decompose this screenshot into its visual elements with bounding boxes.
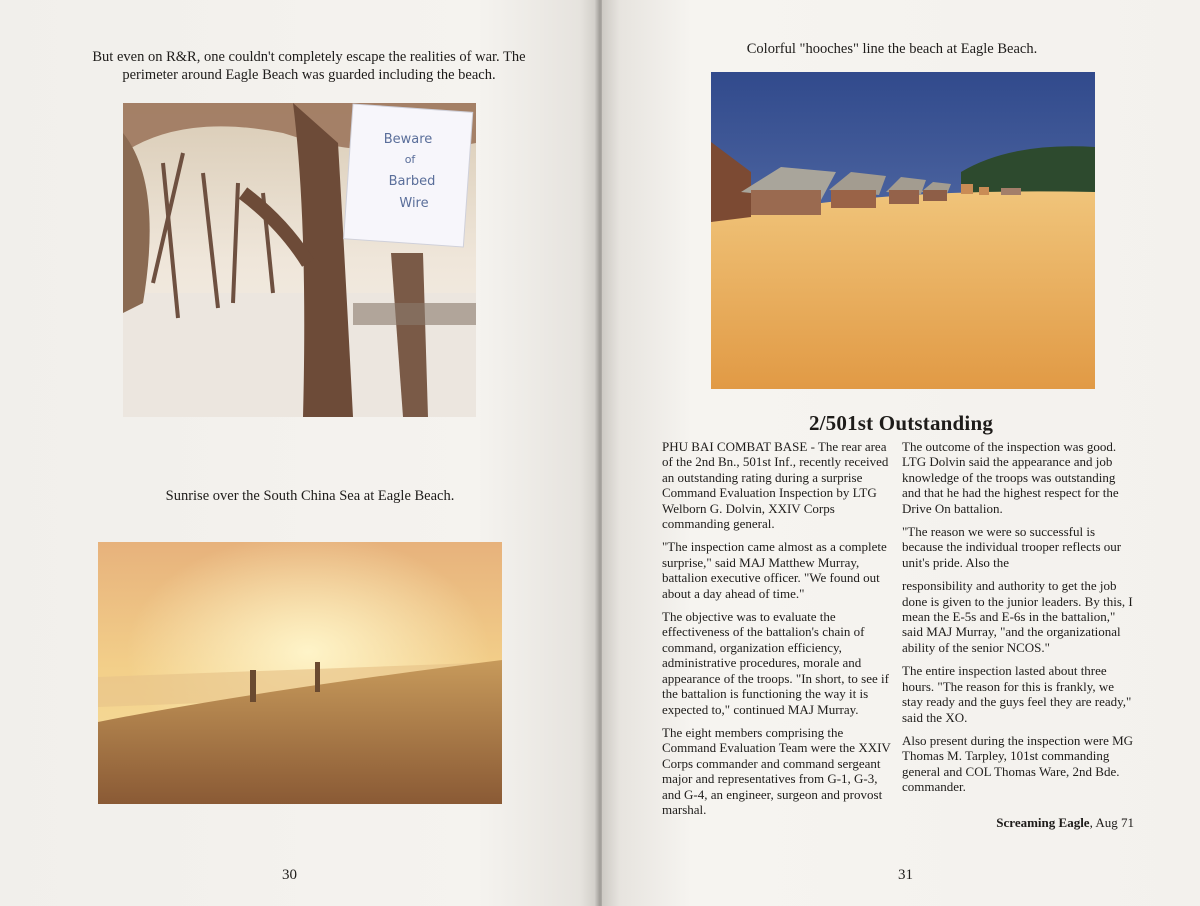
- sign-word-3: Barbed: [388, 174, 436, 189]
- paragraph: The entire inspection lasted about three hours. "The reason for this is frankly, we stay ready and the guys feel they are ready," said the XO.: [902, 663, 1132, 725]
- paragraph: The eight members comprising the Command Evaluation Team were the XXIV Corps commander and command sergeant major and representatives from G-1, G-3, and G-4, an engineer, surgeon and provost marshal.: [662, 724, 891, 817]
- page-number-left: 30: [282, 867, 297, 883]
- article-column-right: [902, 439, 1134, 803]
- paragraph: "The reason we were so successful is because the individual trooper reflects our unit's pride. Also the: [902, 524, 1122, 570]
- paragraph: responsibility and authority to get the job done is given to the junior leaders. By this, I mean the E-5s and E-6s in the battalion," said MAJ Murray, "and the organizational ability of the senior NCOS.": [902, 578, 1133, 655]
- paragraph: The outcome of the inspection was good. LTG Dolvin said the appearance and job knowledge of the troops was outstanding and that he had the highest respect for the Drive On battalion.: [902, 439, 1119, 516]
- hooches-beach-photo: [711, 72, 1095, 389]
- credit-date: , Aug 71: [1089, 815, 1134, 830]
- sign-word-2: of: [404, 153, 416, 166]
- credit-source: Screaming Eagle: [996, 815, 1090, 830]
- paragraph: The objective was to evaluate the effectiveness of the battalion's chain of command, organization efficiency, administrative procedures, morale and appearance of the troops. "In short, to see if the battalion is functioning the way it is expected to," continued MAJ Murray.: [662, 609, 889, 717]
- article-credit: [996, 815, 1134, 831]
- sign-word-1: Beware: [383, 132, 433, 147]
- right-page: [602, 0, 1200, 906]
- article-headline: 2/501st Outstanding: [808, 411, 994, 435]
- hooches-caption: Colorful "hooches" line the beach at Eagle Beach.: [746, 41, 1038, 57]
- sunrise-caption: Sunrise over the South China Sea at Eagle Beach.: [165, 488, 455, 504]
- paragraph: "The inspection came almost as a complete surprise," said MAJ Matthew Murray, battalion executive officer. "We found out about a day ahead of time.": [662, 539, 887, 601]
- article-column-left: [662, 439, 892, 825]
- sunrise-beach-photo: [98, 542, 502, 804]
- left-page: [0, 0, 598, 906]
- page-number-right: 31: [898, 867, 913, 883]
- perimeter-caption: But even on R&R, one couldn't completely escape the realities of war. The perimeter around Eagle Beach was guarded including the beach.: [92, 49, 526, 83]
- barbed-wire-sign-photo: [123, 103, 476, 417]
- paragraph: PHU BAI COMBAT BASE - The rear area of the 2nd Bn., 501st Inf., recently received an outstanding rating during a surprise Command Evaluation Inspection by LTG Welborn G. Dolvin, XXIV Corps commanding general.: [662, 439, 889, 532]
- paragraph: Also present during the inspection were MG Thomas M. Tarpley, 101st commanding general and COL Thomas Ware, 2nd Bde. commander.: [902, 732, 1134, 795]
- sign-word-4: Wire: [399, 196, 429, 211]
